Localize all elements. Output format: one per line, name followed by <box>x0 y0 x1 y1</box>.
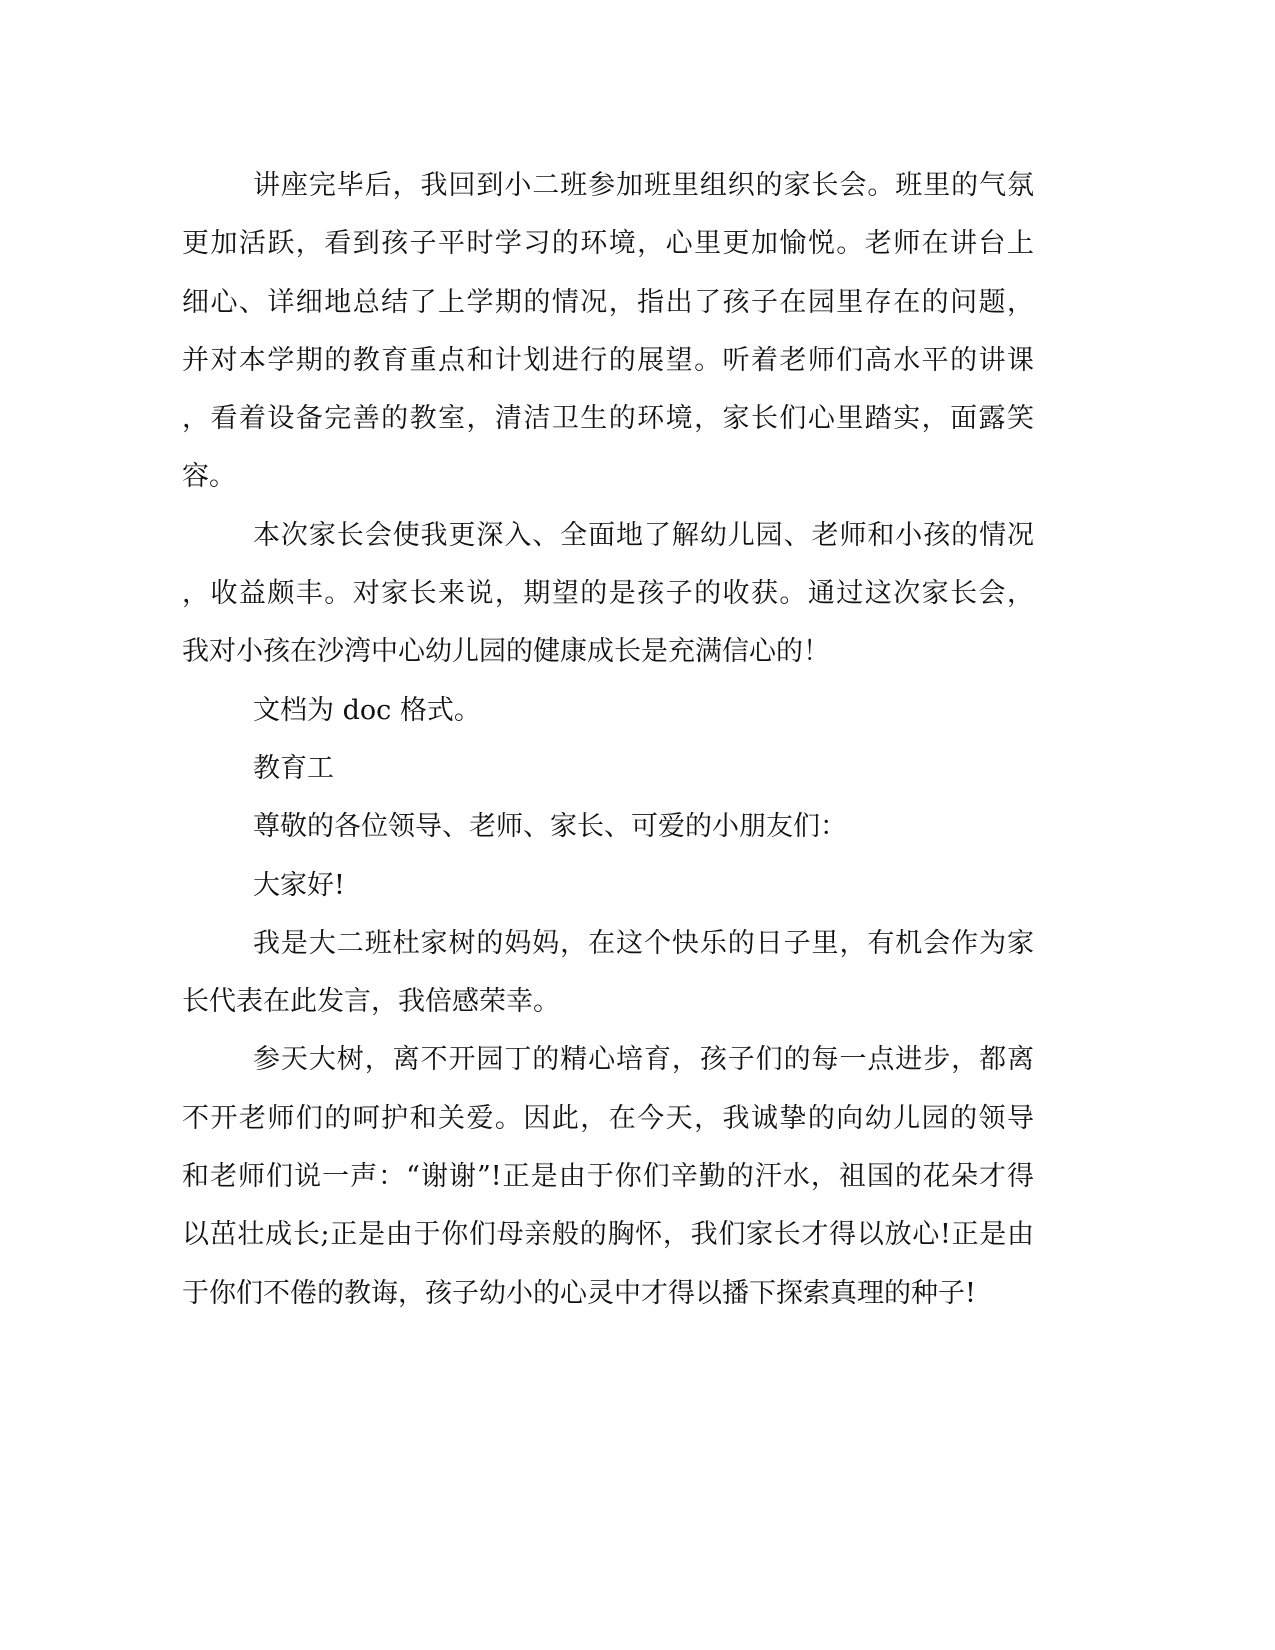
text-line: 容。 <box>182 461 236 493</box>
text-line: 更加活跃，看到孩子平时学习的环境，心里更加愉悦。老师在讲台上 <box>182 228 1034 260</box>
text-line: 本次家长会使我更深入、全面地了解幼儿园、老师和小孩的情况 <box>253 519 1034 551</box>
text-line: 参天大树，离不开园丁的精心培育，孩子们的每一点进步，都离 <box>253 1044 1034 1076</box>
text-line: 以茁壮成长;正是由于你们母亲般的胸怀，我们家长才得以放心!正是由 <box>182 1219 1034 1251</box>
text-line: ，收益颇丰。对家长来说，期望的是孩子的收获。通过这次家长会， <box>182 578 1034 610</box>
text-line: ，看着设备完善的教室，清洁卫生的环境，家长们心里踏实，面露笑 <box>182 403 1034 435</box>
text-line: 教育工 <box>253 752 334 784</box>
text-line: 讲座完毕后，我回到小二班参加班里组织的家长会。班里的气氛 <box>253 170 1034 201</box>
text-line: 我对小孩在沙湾中心幼儿园的健康成长是充满信心的！ <box>182 636 830 668</box>
text-line: 不开老师们的呵护和关爱。因此，在今天，我诚挚的向幼儿园的领导 <box>182 1102 1034 1134</box>
text-line: 大家好! <box>253 869 345 901</box>
document-body <box>182 157 1034 1323</box>
text-line: 我是大二班杜家树的妈妈，在这个快乐的日子里，有机会作为家 <box>253 927 1034 959</box>
text-line: 并对本学期的教育重点和计划进行的展望。听着老师们高水平的讲课 <box>182 344 1034 376</box>
text-line: 细心、详细地总结了上学期的情况，指出了孩子在园里存在的问题， <box>182 286 1034 318</box>
text-line: 尊敬的各位领导、老师、家长、可爱的小朋友们： <box>253 811 847 843</box>
text-line: 于你们不倦的教诲，孩子幼小的心灵中才得以播下探索真理的种子! <box>182 1277 976 1309</box>
text-line: 文档为 doc 格式。 <box>253 694 481 726</box>
text-line: 和老师们说一声：“谢谢”!正是由于你们辛勤的汗水，祖国的花朵才得 <box>182 1161 1034 1193</box>
text-line: 长代表在此发言，我倍感荣幸。 <box>182 986 560 1018</box>
